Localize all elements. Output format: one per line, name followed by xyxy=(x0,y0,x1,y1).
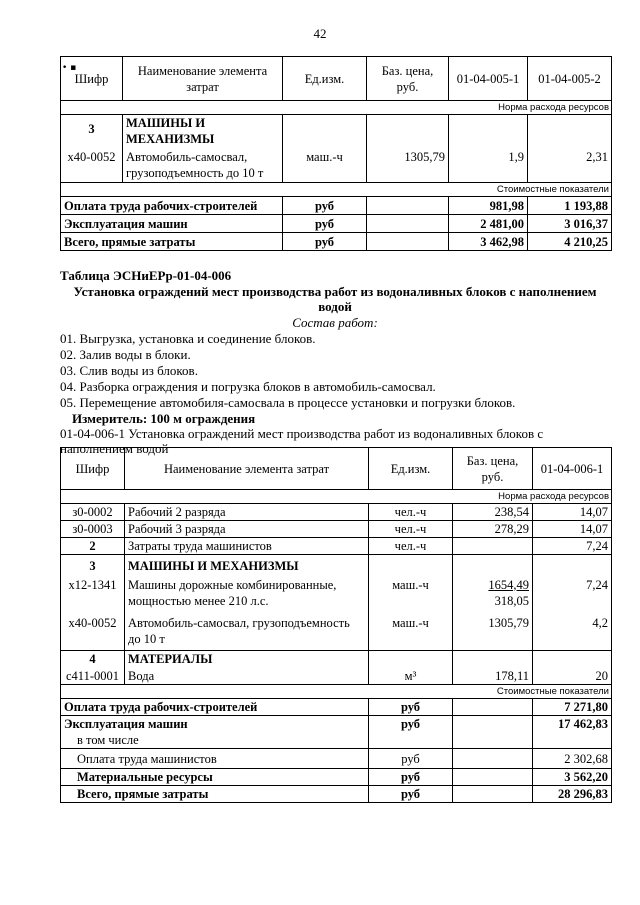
total-value: 2 302,68 xyxy=(533,749,612,769)
section-title: МАШИНЫ И МЕХАНИЗМЫ xyxy=(123,115,283,149)
total-value1: 3 462,98 xyxy=(449,233,528,251)
header-code: Шифр xyxy=(61,57,123,101)
work-item: 05. Перемещение автомобиля-самосвала в процессе установки и погрузки блоков. xyxy=(60,395,516,410)
row-price: 278,29 xyxy=(453,521,533,538)
row-code: х12-1341 xyxy=(61,577,125,611)
header-unit: Ед.изм. xyxy=(283,57,367,101)
row-code: 2 xyxy=(61,538,125,555)
table-subtitle: Установка ограждений мест производства работ из водоналивных блоков с наполнением xyxy=(73,284,597,299)
row-unit: маш.-ч xyxy=(283,149,367,183)
total-unit: руб xyxy=(283,233,367,251)
row-price: 178,11 xyxy=(453,668,533,685)
row-code: з0-0002 xyxy=(61,504,125,521)
work-item: 04. Разборка ограждения и погрузка блоков в автомобиль-самосвал. xyxy=(60,379,436,394)
section-number: 4 xyxy=(61,651,125,668)
header-price: Баз. цена, руб. xyxy=(453,448,533,490)
header-price: Баз. цена, руб. xyxy=(367,57,449,101)
total-value2: 4 210,25 xyxy=(528,233,612,251)
total-label: Всего, прямые затраты xyxy=(61,233,283,251)
sub-label: в том числе xyxy=(61,732,369,749)
row-code: з0-0003 xyxy=(61,521,125,538)
header-col2: 01-04-005-2 xyxy=(528,57,612,101)
norm-note: Норма расхода ресурсов xyxy=(61,101,612,115)
total-unit: руб xyxy=(283,197,367,215)
header-col1: 01-04-005-1 xyxy=(449,57,528,101)
table-title: Таблица ЭСНиЕРр-01-04-006 xyxy=(60,268,232,283)
row-value2: 2,31 xyxy=(528,149,612,183)
total-label: Всего, прямые затраты xyxy=(61,786,369,803)
row-unit: чел.-ч xyxy=(369,538,453,555)
total-label: Эксплуатация машин xyxy=(61,716,369,733)
total-label: Оплата труда рабочих-строителей xyxy=(61,197,283,215)
row-code: х40-0052 xyxy=(61,611,125,651)
total-label: Эксплуатация машин xyxy=(61,215,283,233)
row-value: 14,07 xyxy=(533,504,612,521)
row-price-secondary: 318,05 xyxy=(494,593,529,608)
total-unit: руб xyxy=(283,215,367,233)
work-item: 01. Выгрузка, установка и соединение блоков. xyxy=(60,331,316,346)
section-number: 3 xyxy=(61,555,125,577)
row-value: 20 xyxy=(533,668,612,685)
cost-note: Стоимостные показатели xyxy=(61,183,612,197)
table-01-04-006 xyxy=(60,447,612,803)
cost-note: Стоимостные показатели xyxy=(61,685,612,699)
total-label: Оплата труда машинистов xyxy=(61,749,369,769)
row-name: Автомобиль-самосвал, грузоподъемность до 10 т xyxy=(123,149,283,183)
table-subtitle-cont: водой xyxy=(318,299,352,314)
row-unit: маш.-ч xyxy=(369,611,453,651)
item-description-cont: наполнением водой xyxy=(60,441,169,456)
row-name: Рабочий 2 разряда xyxy=(125,504,369,521)
row-unit: м³ xyxy=(369,668,453,685)
section-number: 3 xyxy=(61,115,123,149)
row-unit: чел.-ч xyxy=(369,504,453,521)
row-price: 1305,79 xyxy=(453,611,533,651)
header-name: Наименование элемента затрат xyxy=(125,448,369,490)
row-name: Рабочий 3 разряда xyxy=(125,521,369,538)
row-name: Затраты труда машинистов xyxy=(125,538,369,555)
row-value: 7,24 xyxy=(533,538,612,555)
corner-marks: • ▪ xyxy=(62,63,77,73)
total-label: Оплата труда рабочих-строителей xyxy=(61,699,369,716)
total-unit: руб xyxy=(369,769,453,786)
total-unit: руб xyxy=(369,716,453,733)
row-name: Вода xyxy=(125,668,369,685)
total-value1: 981,98 xyxy=(449,197,528,215)
total-value2: 3 016,37 xyxy=(528,215,612,233)
work-item: 02. Залив воды в блоки. xyxy=(60,347,191,362)
row-name: Автомобиль-самосвал, грузоподъемность до 10 т xyxy=(125,611,369,651)
total-value1: 2 481,00 xyxy=(449,215,528,233)
row-price: 238,54 xyxy=(453,504,533,521)
row-price xyxy=(453,538,533,555)
norm-note: Норма расхода ресурсов xyxy=(61,490,612,504)
row-name: Машины дорожные комбинированные, мощностью менее 210 л.с. xyxy=(125,577,369,611)
row-code: с411-0001 xyxy=(61,668,125,685)
table-01-04-005 xyxy=(60,56,612,251)
header-unit: Ед.изм. xyxy=(369,448,453,490)
total-label: Материальные ресурсы xyxy=(61,769,369,786)
total-value: 7 271,80 xyxy=(533,699,612,716)
work-item: 03. Слив воды из блоков. xyxy=(60,363,198,378)
header-col1: 01-04-006-1 xyxy=(533,448,612,490)
row-value: 14,07 xyxy=(533,521,612,538)
total-unit: руб xyxy=(369,786,453,803)
row-price: 1654,49 xyxy=(488,577,529,592)
total-value: 17 462,83 xyxy=(533,716,612,733)
row-price: 1305,79 xyxy=(367,149,449,183)
item-description: 01-04-006-1 Установка ограждений мест производства работ из водоналивных блоков с xyxy=(60,426,544,441)
total-unit: руб xyxy=(369,699,453,716)
section-title: МАШИНЫ И МЕХАНИЗМЫ xyxy=(125,555,369,577)
total-value: 28 296,83 xyxy=(533,786,612,803)
row-value: 7,24 xyxy=(533,577,612,611)
total-value: 3 562,20 xyxy=(533,769,612,786)
row-value1: 1,9 xyxy=(449,149,528,183)
section-title: МАТЕРИАЛЫ xyxy=(125,651,369,668)
row-code: х40-0052 xyxy=(61,149,123,183)
total-unit: руб xyxy=(369,749,453,769)
works-heading: Состав работ: xyxy=(292,315,378,330)
row-unit: чел.-ч xyxy=(369,521,453,538)
measure-unit: Измеритель: 100 м ограждения xyxy=(72,411,256,426)
row-value: 4,2 xyxy=(533,611,612,651)
total-value2: 1 193,88 xyxy=(528,197,612,215)
row-unit: маш.-ч xyxy=(369,577,453,611)
header-name: Наименование элемента затрат xyxy=(123,57,283,101)
header-code: Шифр xyxy=(61,448,125,490)
page-number: 42 xyxy=(313,26,327,41)
